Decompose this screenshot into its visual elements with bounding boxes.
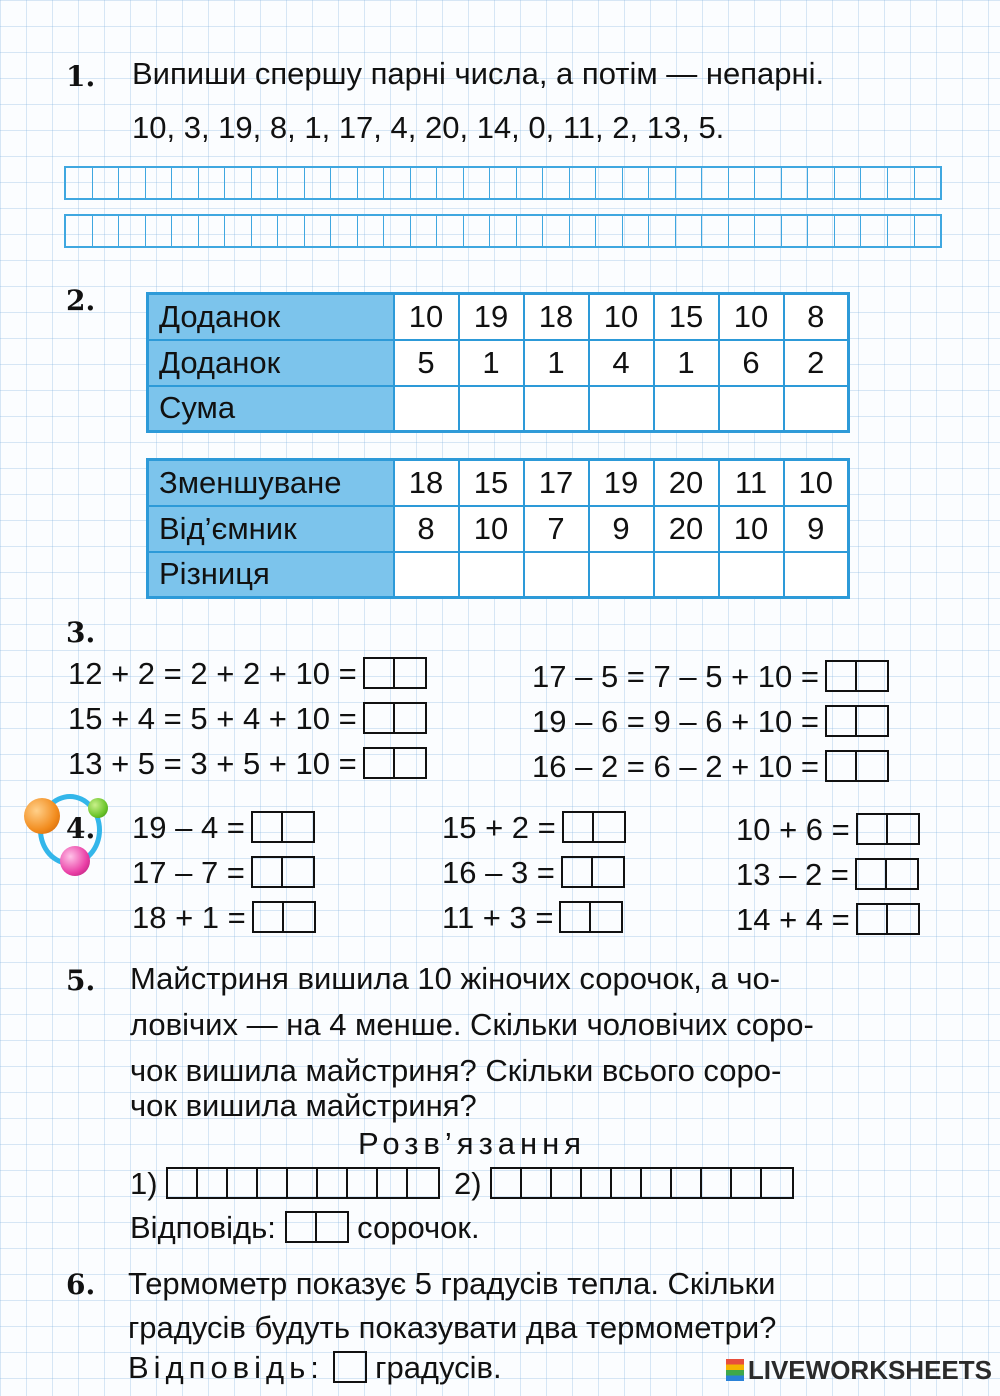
- step-2-answer-boxes[interactable]: [490, 1167, 794, 1199]
- difference-answer-cell[interactable]: [524, 552, 589, 598]
- sum-answer-cell[interactable]: [524, 386, 589, 432]
- task-6-answer: [128, 1346, 502, 1390]
- answer-box[interactable]: [285, 1211, 349, 1243]
- solution-title: Розв’язання: [358, 1126, 587, 1161]
- logo-text: LIVEWORKSHEETS: [747, 1355, 992, 1385]
- table-cell: 1: [524, 340, 589, 386]
- equation-text: 10 + 6 =: [736, 812, 850, 847]
- solution-step-1: [130, 1162, 440, 1206]
- answer-label: Відповідь:: [128, 1350, 324, 1385]
- sum-answer-cell[interactable]: [719, 386, 784, 432]
- task-5-line: чок вишила майстриня?: [130, 1088, 477, 1123]
- table-cell: 9: [784, 506, 849, 552]
- equation-row: [442, 896, 623, 940]
- difference-answer-cell[interactable]: [784, 552, 849, 598]
- answer-box[interactable]: [561, 856, 625, 888]
- solution-step-2: [454, 1162, 794, 1206]
- answer-box[interactable]: [363, 747, 427, 779]
- table-row: [148, 552, 849, 598]
- subtraction-table: [146, 458, 850, 599]
- task-5-line: ловічих — на 4 менше. Скільки чоловічих соро-: [130, 1007, 814, 1042]
- difference-answer-cell[interactable]: [459, 552, 524, 598]
- difference-label: Різниця: [148, 552, 394, 598]
- task-1-number: 1.: [66, 60, 96, 93]
- equation-text: 15 + 2 =: [442, 810, 556, 845]
- minuend-label: Зменшуване: [148, 460, 394, 506]
- table-cell: 1: [654, 340, 719, 386]
- answer-box[interactable]: [559, 901, 623, 933]
- answer-box[interactable]: [825, 660, 889, 692]
- equation-text: 17 – 7 =: [132, 855, 245, 890]
- sum-answer-cell[interactable]: [589, 386, 654, 432]
- table-cell: 4: [589, 340, 654, 386]
- difference-answer-cell[interactable]: [654, 552, 719, 598]
- logo-mark-icon: [726, 1359, 744, 1381]
- table-cell: 17: [524, 460, 589, 506]
- equation-text: 13 + 5 = 3 + 5 + 10 =: [68, 746, 357, 781]
- table-cell: 10: [589, 294, 654, 340]
- addend-label: Доданок: [148, 294, 394, 340]
- equation-row: [442, 806, 626, 850]
- task-6-line: градусів будуть показувати два термометри?: [128, 1310, 777, 1345]
- sum-answer-cell[interactable]: [654, 386, 719, 432]
- table-row: [148, 340, 849, 386]
- answer-box[interactable]: [855, 858, 919, 890]
- table-cell: 10: [394, 294, 459, 340]
- difference-answer-cell[interactable]: [589, 552, 654, 598]
- equation-text: 16 – 3 =: [442, 855, 555, 890]
- table-cell: 20: [654, 460, 719, 506]
- even-numbers-answer-row[interactable]: [64, 166, 942, 200]
- difference-answer-cell[interactable]: [394, 552, 459, 598]
- table-row: [148, 386, 849, 432]
- table-row: [148, 460, 849, 506]
- answer-box[interactable]: [333, 1351, 367, 1383]
- answer-box[interactable]: [562, 811, 626, 843]
- equation-row: [68, 652, 427, 696]
- task-4-number: 4.: [66, 812, 96, 845]
- table-cell: 19: [589, 460, 654, 506]
- equation-row: [68, 697, 427, 741]
- equation-text: 16 – 2 = 6 – 2 + 10 =: [532, 749, 819, 784]
- answer-unit: градусів.: [375, 1350, 502, 1385]
- table-cell: 7: [524, 506, 589, 552]
- table-cell: 9: [589, 506, 654, 552]
- task-1-numbers: 10, 3, 19, 8, 1, 17, 4, 20, 14, 0, 11, 2, 13, 5.: [132, 110, 725, 145]
- sum-label: Сума: [148, 386, 394, 432]
- answer-box[interactable]: [251, 856, 315, 888]
- task-6-line: Термометр показує 5 градусів тепла. Скільки: [128, 1266, 776, 1301]
- table-cell: 5: [394, 340, 459, 386]
- equation-row: [132, 806, 315, 850]
- table-cell: 20: [654, 506, 719, 552]
- table-cell: 18: [524, 294, 589, 340]
- answer-box[interactable]: [856, 813, 920, 845]
- answer-box[interactable]: [252, 901, 316, 933]
- step-1-label: 1): [130, 1166, 158, 1201]
- sum-answer-cell[interactable]: [394, 386, 459, 432]
- equation-row: [132, 851, 315, 895]
- subtrahend-label: Від’ємник: [148, 506, 394, 552]
- equation-text: 14 + 4 =: [736, 902, 850, 937]
- task-5-answer: [130, 1206, 480, 1250]
- equation-text: 19 – 6 = 9 – 6 + 10 =: [532, 704, 819, 739]
- equation-row: [736, 808, 920, 852]
- equation-text: 17 – 5 = 7 – 5 + 10 =: [532, 659, 819, 694]
- difference-answer-cell[interactable]: [719, 552, 784, 598]
- addition-table: [146, 292, 850, 433]
- table-cell: 8: [784, 294, 849, 340]
- task-1-instruction: Випиши спершу парні числа, а потім — непарні.: [132, 56, 825, 91]
- answer-unit: сорочок.: [357, 1210, 480, 1245]
- table-cell: 2: [784, 340, 849, 386]
- equation-text: 15 + 4 = 5 + 4 + 10 =: [68, 701, 357, 736]
- task-2-number: 2.: [66, 284, 96, 317]
- equation-text: 13 – 2 =: [736, 857, 849, 892]
- table-cell: 18: [394, 460, 459, 506]
- answer-box[interactable]: [251, 811, 315, 843]
- step-2-label: 2): [454, 1166, 482, 1201]
- equation-row: [442, 851, 625, 895]
- odd-numbers-answer-row[interactable]: [64, 214, 942, 248]
- answer-box[interactable]: [363, 657, 427, 689]
- table-row: [148, 506, 849, 552]
- addend-label: Доданок: [148, 340, 394, 386]
- table-cell: 11: [719, 460, 784, 506]
- table-cell: 10: [784, 460, 849, 506]
- equation-row: [532, 745, 889, 789]
- answer-box[interactable]: [363, 702, 427, 734]
- equation-row: [132, 896, 316, 940]
- table-cell: 10: [719, 506, 784, 552]
- equation-text: 11 + 3 =: [442, 900, 554, 935]
- liveworksheets-logo: [726, 1355, 992, 1386]
- answer-box[interactable]: [825, 705, 889, 737]
- answer-label: Відповідь:: [130, 1210, 276, 1245]
- equation-text: 12 + 2 = 2 + 2 + 10 =: [68, 656, 357, 691]
- table-cell: 19: [459, 294, 524, 340]
- task-6-number: 6.: [66, 1268, 96, 1301]
- table-cell: 1: [459, 340, 524, 386]
- task-5-number: 5.: [66, 964, 96, 997]
- equation-text: 19 – 4 =: [132, 810, 245, 845]
- task-5-line: чок вишила майстриня? Скільки всього соро-: [130, 1053, 782, 1088]
- sum-answer-cell[interactable]: [459, 386, 524, 432]
- step-1-answer-boxes[interactable]: [166, 1167, 440, 1199]
- answer-box[interactable]: [825, 750, 889, 782]
- equation-row: [736, 898, 920, 942]
- equation-row: [736, 853, 919, 897]
- equation-text: 18 + 1 =: [132, 900, 246, 935]
- task-5-line: Майстриня вишила 10 жіночих сорочок, а чо-: [130, 961, 781, 996]
- table-cell: 10: [719, 294, 784, 340]
- table-cell: 8: [394, 506, 459, 552]
- equation-row: [68, 742, 427, 786]
- table-cell: 15: [459, 460, 524, 506]
- task-3-number: 3.: [66, 616, 96, 649]
- answer-box[interactable]: [856, 903, 920, 935]
- table-row: [148, 294, 849, 340]
- equation-row: [532, 700, 889, 744]
- table-cell: 15: [654, 294, 719, 340]
- equation-row: [532, 655, 889, 699]
- table-cell: 6: [719, 340, 784, 386]
- sum-answer-cell[interactable]: [784, 386, 849, 432]
- table-cell: 10: [459, 506, 524, 552]
